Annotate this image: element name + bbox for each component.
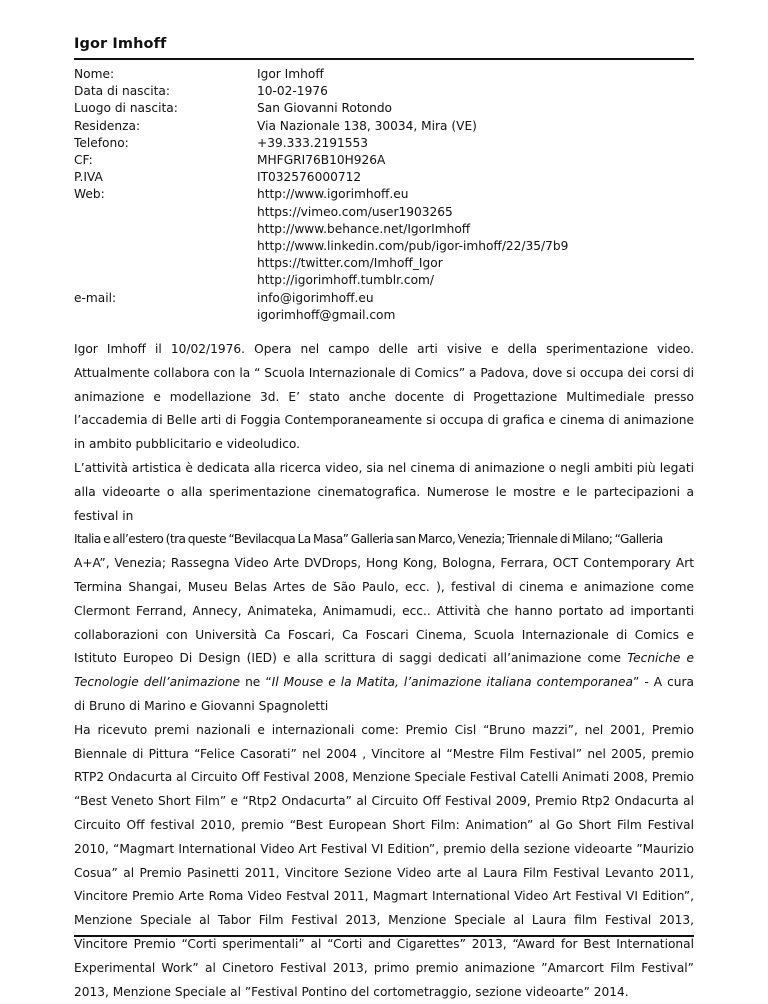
- info-row-email: [74, 290, 694, 324]
- info-value: San Giovanni Rotondo: [257, 101, 393, 116]
- info-value: MHFGRI76B10H926A: [257, 153, 386, 168]
- info-row-phone: [74, 135, 694, 152]
- info-row-tax-code: [74, 152, 694, 169]
- bio-text: ” - A cura di Bruno di Marino e Giovanni Spagnoletti: [74, 675, 694, 713]
- bio-paragraph: [74, 552, 694, 719]
- info-row-name: [74, 66, 694, 83]
- web-link[interactable]: http://www.linkedin.com/pub/igor-imhoff/22/35/7b9: [257, 239, 569, 254]
- info-row-residence: [74, 118, 694, 135]
- web-link[interactable]: https://twitter.com/Imhoff_Igor: [257, 256, 443, 271]
- book-title: Il Mouse e la Matita, l’animazione italiana contemporanea: [271, 675, 633, 690]
- info-row-vat: [74, 169, 694, 186]
- biography: [74, 338, 694, 1004]
- bio-paragraph-condensed: Italia e all’estero (tra queste “Bevilacqua La Masa” Galleria san Marco, Venezia; Triennale di Milano; “Galleria: [74, 532, 663, 547]
- book-title: Tecniche e Tecnologie dell’animazione: [74, 651, 695, 690]
- info-value: +39.333.2191553: [257, 135, 369, 150]
- email-link[interactable]: info@igorimhoff.eu: [257, 290, 374, 305]
- info-label: Nome:: [74, 67, 115, 81]
- info-row-birthplace: [74, 100, 694, 117]
- bio-paragraph: [74, 457, 694, 528]
- info-label: P.IVA: [74, 170, 103, 185]
- bio-text: ne “: [240, 675, 272, 690]
- footer-divider: [74, 935, 694, 937]
- awards-paragraph: Ha ricevuto premi nazionali e internazionali come: Premio Cisl “Bruno mazzi”, nel 2001, Premio Biennale di Pittura “Felice Casorati” nel 2004 , Vincitore al “Mestre Film Festival” nel 2005, premio RTP2 Ondacurta al Circuito Off Festival 2008, Menzione Speciale Festival Catelli Animati 2008, Premio “Best Veneto Short Film” e “Rtp2 Ondacurta” al Circuito Off Festival 2009, Premio Rtp2 Ondacurta al Circuito Off festival 2010, premio “Best European Short Film: Animation” al Go Short Film Festival 2010, “Magmart International Video Art Festival VI Edition”, premio della sezione videoarte ”Maurizio Cosua” al Premio Pasinetti 2011, Vincitore Sezione Video arte al Laura Film Festival Levanto 2011, Vincitore Premio Arte Roma Video Festval 2011, Magmart International Video Art Festival VI Edition”, Menzione Speciale al Tabor Film Festival 2013, Menzione Speciale al Laura film Festival 2013, Vincitore Premio “Corti sperimentali” al “Corti and Cigarettes” 2013, “Award for Best International Experimental Work” al Cinetoro Festival 2013, primo premio animazione ”Amarcort Film Festival” 2013, Menzione Speciale al ”Festival Pontino del cortometraggio, sezione videoarte” 2014.: [74, 722, 694, 999]
- bio-text: A+A”, Venezia; Rassegna Video Arte DVDrops, Hong Kong, Bologna, Ferrara, OCT Contemporary Art Termina Shangai, Museu Belas Artes de São Paulo, ecc. ), festival di cinema e animazione come Clermont Ferrand, Annecy, Animateka, Animamudi, ecc.. Attività che hanno portato ad importanti collaborazioni con Università Ca Foscari, Ca Foscari Cinema, Scuola Internazionale di Comics e Istituto Europeo Di Design (IED) e alla scrittura di saggi dedicati all’animazione come: [74, 556, 694, 666]
- header-divider: [74, 58, 694, 60]
- info-value: Via Nazionale 138, 30034, Mira (VE): [257, 118, 477, 133]
- info-row-birthdate: [74, 83, 694, 100]
- info-value: Igor Imhoff: [257, 67, 324, 81]
- info-label: CF:: [74, 153, 93, 168]
- bio-paragraph: Igor Imhoff il 10/02/1976. Opera nel campo delle arti visive e della sperimentazione video. Attualmente collabora con la “ Scuola Internazionale di Comics” a Padova, dove si occupa dei corsi di animazione e modellazione 3d. E’ stato anche docente di Progettazione Multimediale presso l’accademia di Belle arti di Foggia Contemporaneamente si occupa di grafica e cinema di animazione in ambito pubblicitario e videoludico.: [74, 342, 694, 452]
- web-link[interactable]: https://vimeo.com/user1903265: [257, 204, 453, 219]
- info-value: 10-02-1976: [257, 84, 328, 99]
- info-value: IT032576000712: [257, 170, 362, 185]
- email-link[interactable]: igorimhoff@gmail.com: [257, 307, 396, 322]
- info-label: e-mail:: [74, 290, 117, 305]
- document-title: Igor Imhoff: [74, 36, 167, 52]
- web-link[interactable]: http://www.igorimhoff.eu: [257, 187, 409, 202]
- info-row-web: [74, 186, 694, 289]
- personal-info-block: [74, 66, 694, 324]
- info-label: Telefono:: [74, 135, 129, 150]
- bio-text: L’attività artistica è dedicata alla ricerca video, sia nel cinema di animazione o negli ambiti più legati alla videoarte o alla sperimentazione cinematografica. Numerose le mostre e le partecipazioni a festival in: [74, 460, 694, 523]
- info-label: Web:: [74, 187, 105, 202]
- web-link[interactable]: http://igorimhoff.tumblr.com/: [257, 273, 435, 288]
- info-label: Residenza:: [74, 118, 141, 133]
- web-link[interactable]: http://www.behance.net/IgorImhoff: [257, 221, 471, 236]
- info-label: Data di nascita:: [74, 84, 170, 99]
- info-label: Luogo di nascita:: [74, 101, 178, 116]
